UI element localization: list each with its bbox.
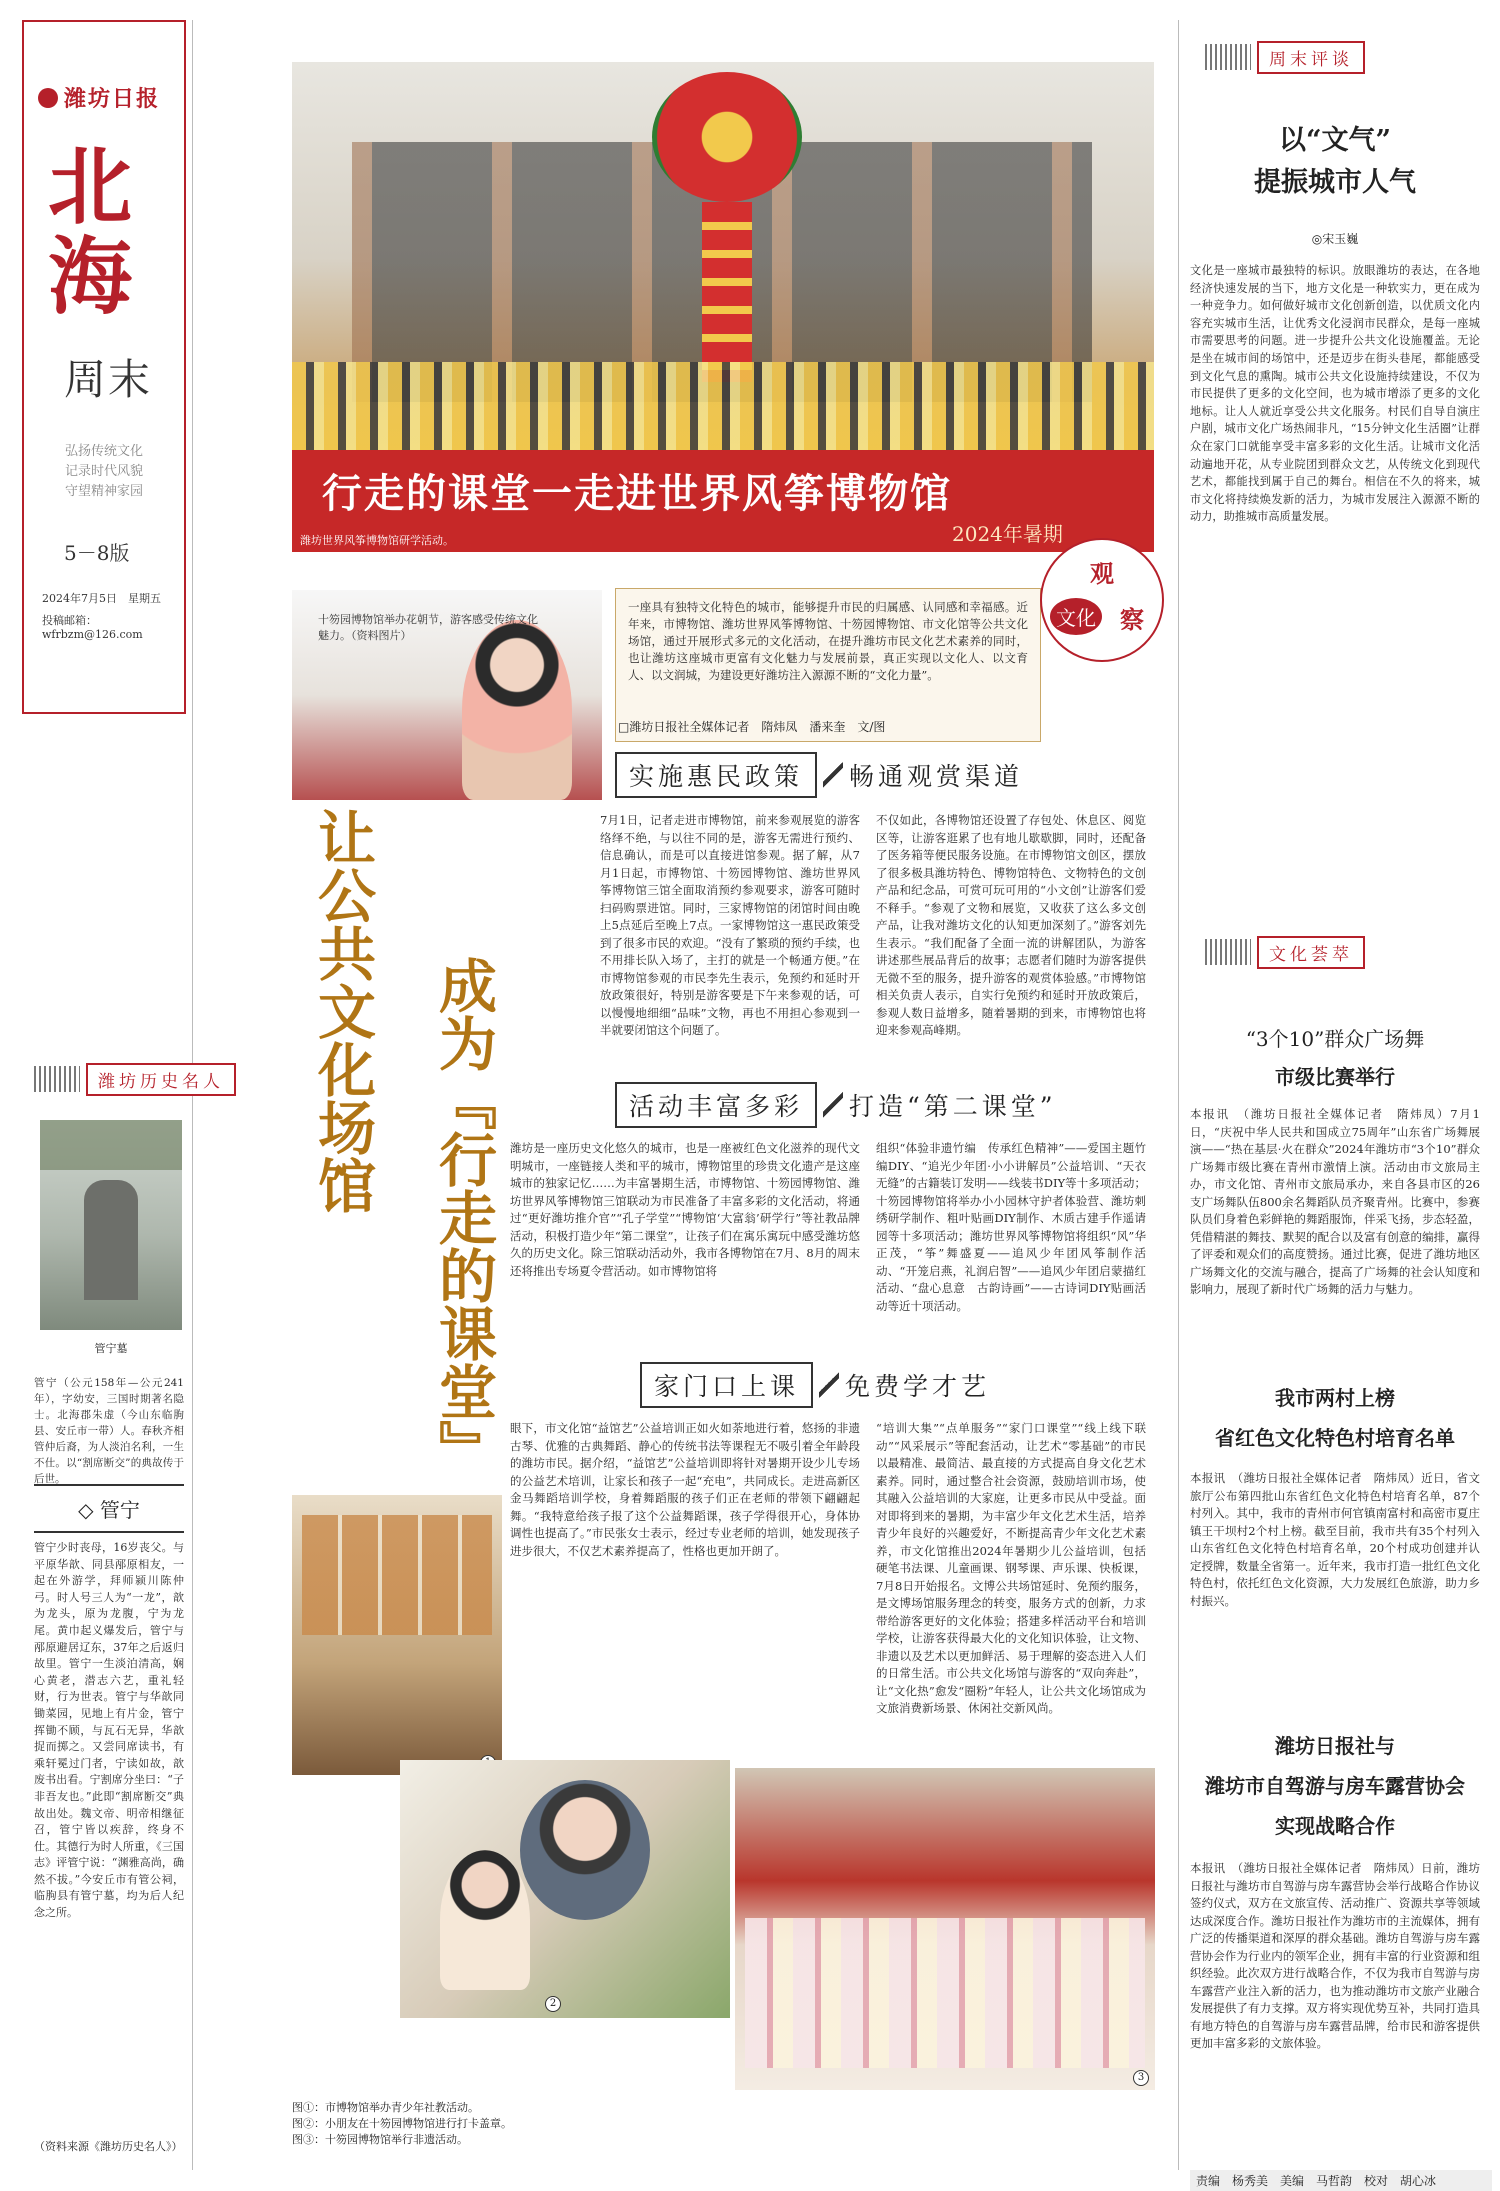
byline: □潍坊日报社全媒体记者 隋炜凤 潘来奎 文/图 [618,720,886,734]
tomb-caption: 管宁墓 [94,1342,128,1355]
slogan: 弘扬传统文化 记录时代风貌 守望精神家园 [64,444,143,499]
history-figure-label: 潍坊历史名人 [34,1062,236,1096]
barcode-ornament [1205,44,1251,70]
paper-logo [38,82,160,113]
section-title-hai: 海 [48,227,133,326]
subheading-2: 活动丰富多彩 打造“第二课堂” [615,1082,1057,1128]
section2-left: 潍坊是一座历史文化悠久的城市，也是一座被红色文化滋养的现代文明城市，一座链接人类和平的城市，博物馆里的珍贵文化遗产是这座城市的独家记忆……为丰富暑期生活，市博物馆、十笏园博物馆、潍坊世界风筝博物馆三馆联动为市民准备了丰富多彩的文化活动，将通过“更好潍坊推介官”“孔子学堂”“博物馆‘大富翁’研学行”等社教品牌活动，积极打造少年“第二课堂”，让孩子们在寓乐寓玩中感受潍坊悠久的历史文化。除三馆联动活动外，我市各博物馆在7月、8月的周末还将推出专场夏令营活动。如市博物馆将 [510,1141,860,1278]
guanning-intro: 管宁（公元158年—公元241年），字幼安，三国时期著名隐士。北海郡朱虚（今山东临朐县、安丘市一带）人。春秋齐相管仲后裔，为人淡泊名利，一生不仕。以“割席断交”的典故传于后世。 [34,1377,184,1485]
news2-body: 本报讯 （潍坊日报社全媒体记者 隋炜凤）近日，省文旅厅公布第四批山东省红色文化特色村培育名单，87个村列入。其中，我市的青州市何官镇南富村和高密市夏庄镇王干坝村2个村上榜。截至目前，我市共有35个村列入山东省红色文化特色村培育名单，20个村成功创建并认定授牌，数量全省第一。近年来，我市打造一批红色文化特色村，依托红色文化资源，大力发展红色旅游，助力乡村振兴。 [1190,1471,1480,1608]
guanning-body: 管宁少时丧母，16岁丧父。与平原华歆、同县邴原相友，一起在外游学，拜师颍川陈仲弓。时人号三人为“一龙”，歆为龙头，原为龙腹，宁为龙尾。黄巾起义爆发后，管宁与邴原避居辽东，37年之后返归故里。管宁一生淡泊清高，娴心黄老，潜志六艺，重礼轻财，行为世表。管宁与华歆同锄菜园，见地上有片金，管宁挥锄不顾，与瓦石无异，华歆捉而掷之。又尝同席读书，有乘轩冕过门者，宁读如故，歆废书出看。宁割席分坐曰：“子非吾友也。”此即“割席断交”典故出处。魏文帝、明帝相继征召，管宁皆以疾辞，终身不仕。其德行为时人所重，《三国志》评管宁说：“渊雅高尚，确然不拔。”今安丘市有管公祠，临朐县有管宁墓，均为后人纪念之所。 [34,1541,184,1920]
section3-left: 眼下，市文化馆“益馆艺”公益培训正如火如荼地进行着，悠扬的非遗古琴、优雅的古典舞蹈、静心的传统书法等课程无不吸引着全年龄段的潍坊市民。据介绍，“益馆艺”公益培训即将针对暑期开设少儿专场的公益艺术培训，让家长和孩子一起“充电”，共同成长。走进高新区金马舞蹈培训学校，身着舞蹈服的孩子们正在老师的带领下翩翩起舞。“我特意给孩子报了这个公益舞蹈课，孩子学得很开心，身体协调性也提高了。”市民张女士表示，经过专业老师的培训，她发现孩子进步很大，不仅艺术素养提高了，性格也更加开朗了。 [510,1421,860,1558]
headline-a: 让公共文化场馆 [308,808,376,1214]
shelf [302,1515,492,1635]
subheading-3: 家门口上课 免费学才艺 [640,1362,990,1408]
section1-right: 不仅如此，各博物馆还设置了存包处、休息区、阅览区等，让游客逛累了也有地儿歇歇脚，同时，还配备了医务箱等便民服务设施。在市博物馆文创区，摆放了很多极具潍坊特色、博物馆特色、文物特色的文创产品和纪念品，可赏可玩可用的“小文创”让游客们爱不释手。“参观了文物和展览，又收获了这么多文创产品，让我对潍坊文化的认知更加深刻了。”游客刘先生表示。“我们配备了全面一流的讲解团队，为游客讲述那些展品背后的故事；志愿者们随时为游客提供无微不至的服务，提升游客的观赏体验感。”市博物馆相关负责人表示，自实行免预约和延时开放政策后，参观人数日益增多，随着暑期的到来，市博物馆也将迎来参观高峰期。 [876,813,1146,1037]
culture-badge: 观 文化 察 [1040,538,1164,662]
date: 2024年7月5日 星期五 [42,592,161,605]
section1-left: 7月1日，记者走进市博物馆，前来参观展览的游客络绎不绝，与以往不同的是，游客无需进行预约、信息确认，而是可以直接进馆参观。据了解，从7月1日起，市博物馆、十笏园博物馆、潍坊世界风筝博物馆三馆全面取消预约参观要求，游客可随时扫码购票进馆。同时，三家博物馆的闭馆时间由晚上5点延后至晚上7点。一家博物馆这一惠民政策受到了很多市民的欢迎。“没有了繁琐的预约手续，也不用排长队入场了，主打的就是一个畅通方便。”在市博物馆参观的市民李先生表示，免预约和延时开放政策很好，特别是游客要是下午来参观的话，可以慢慢地细细“品味”文物，再也不用担心参观到一半就要闭馆这个问题了。 [600,813,860,1037]
kids-group [745,1918,1145,2068]
paper-name: 潍坊日报 [64,86,161,112]
section3-right: “培训大集”“点单服务”“家门口课堂”“线上线下联动”“风采展示”等配套活动，让艺术“零基础”的市民以最精准、最简洁、最直接的方式提高自身文化艺术素养。同时，通过整合社会资源，鼓励培训市场，使其融入公益培训的大家庭，让更多市民从中受益。面对即将到来的暑期，为丰富少年文化艺术生活，培养青少年良好的兴趣爱好，不断提高青少年文化艺术素养，市文化馆推出2024年暑期少儿公益培训，包括硬笔书法课、儿童画课、钢琴课、声乐课、快板课，7月8日开始报名。文博公共场馆延时、免预约服务，是文博场馆服务理念的转变，服务方式的创新，力求带给游客更好的文化体验；搭建多样活动平台和培训学校，让游客获得最大化的文化知识体验，让文物、非遗以及艺术以更加鲜活、易于理解的姿态进入人们的日常生活。市公共文化场馆与游客的“双向奔赴”，让“文化热”愈发“圈粉”年轻人，让公共文化场馆成为文旅消费新场景、休闲社交新风尚。 [876,1421,1146,1715]
photo-3-heritage-activity [735,1768,1155,2090]
stele [84,1180,138,1300]
photo-captions: 图①：市博物馆举办青少年社教活动。 图②：小朋友在十笏园博物馆进行打卡盖章。 图③：十笏园博物馆举行非遗活动。 [292,2101,512,2146]
photo-1-museum-activity [292,1495,502,1775]
page-range: 5－8版 [64,541,130,565]
guanning-title-box: ◇ 管宁 [34,1484,184,1533]
weekend-review-label: 周末评谈 [1205,40,1365,74]
review-body: 文化是一座城市最独特的标识。放眼潍坊的表达，在各地经济快速发展的当下，地方文化是一种软实力，更在成为一种竞争力。如何做好城市文化创新创造，以优质文化内容充实城市生活，让优秀文化浸润市民群众，是每一座城市需要思考的问题。进一步提升公共文化设施覆盖。无论是坐在城市间的场馆中，还是迈步在街头巷尾，都能感受到文化气息的熏陶。城市公共文化设施持续建设，不仅为市民提供了更多的文化空间，也为城市增添了更多的文化地标。让人人就近享受公共文化服务。村民们自导自演庄户剧，城市文化广场热闹非凡，“15分钟文化生活圈”让群众在家门口就能享受丰富多彩的文化生活。让城市文化活动遍地开花，从专业院团到群众文艺，从传统文化到现代艺术，都能找到属于自己的舞台。相信在不久的将来，城市文化将持续焕发新的活力，为城市发展注入源源不断的动力，助推城市高质量发展。 [1190,264,1480,524]
subheading-1: 实施惠民政策 畅通观赏渠道 [615,752,1023,798]
photo-2-stamping [400,1760,730,2018]
hanfu-woman [462,620,572,800]
logo-icon [38,88,58,108]
barcode-ornament [34,1066,80,1092]
right-divider [1178,20,1179,2170]
email: 投稿邮箱：wfrbzm@126.com [42,614,143,641]
masthead [22,20,186,714]
review-title: 以“文气” 提振城市人气 [1254,125,1416,198]
headline-b: 成为『行走的课堂』 [429,956,497,1478]
guanning-source: （资料来源《潍坊历史名人》） [34,2140,183,2153]
child [440,1850,530,1990]
section-title-bei: 北 [48,137,133,236]
credits: 责编 杨秀美 美编 马哲韵 校对 胡心冰 [1190,2170,1492,2191]
photo-number-2: 2 [545,1996,561,2012]
review-author: ◎宋玉巍 [1311,232,1359,246]
culture-roundup-label: 文化荟萃 [1205,935,1365,969]
news1-title: “3个10”群众广场舞 市级比赛举行 [1245,1027,1425,1089]
diamond-icon: ◇ [78,1498,100,1522]
news1-body: 本报讯 （潍坊日报社全媒体记者 隋炜凤）7月1日，“庆祝中华人民共和国成立75周年”山东省广场舞展演——“热在基层·火在群众”2024年潍坊市“3个10”群众广场舞市级比赛在青州市激情上演。活动由市文旅局主办，市文化馆、青州市文旅局承办，来自各县市区的26支广场舞队伍800余名舞蹈队员齐聚青州。比赛中，参赛队员们身着色彩鲜艳的舞蹈服饰，伴采飞扬，步态轻盈，凭借精湛的舞技、默契的配合以及富有创意的编排，赢得了评委和观众们的高度赞扬。通过比赛，促进了潍坊地区广场舞文化的交流与融合，提高了广场舞的社会认知度和影响力，展现了新时代广场舞的活力与魅力。 [1190,1107,1480,1296]
section2-right: 组织“体验非遗竹编 传承红色精神”——爱国主题竹编DIY、“追光少年团·小小讲解员”公益培训、“天衣无缝”的古籍装订发明——线装书DIY等十多项活动；十笏园博物馆将举办小小园林守护者体验营、潍坊刺绣研学制作、粗叶贴画DIY制作、木质古建手作遥请园等十多项活动；潍坊世界风筝博物馆将组织“风”华正茂，“筝”舞盛夏——追风少年团风筝制作活动、“开笼启燕，礼润启智”——追风少年团启蒙描红活动、“盘心息意 古韵诗画”——古诗词DIY贴画活动等近十项活动。 [876,1141,1146,1313]
news3-title: 潍坊日报社与 潍坊市自驾游与房车露营协会 实现战略合作 [1205,1734,1465,1838]
dragon-kite-head [652,72,802,202]
adult [520,1780,650,1920]
slash-ornament [823,1085,843,1125]
hero-banner: 行走的课堂一走进世界风筝博物馆 2024年暑期 [292,450,1154,552]
photo-number-3: 3 [1133,2070,1149,2086]
section-subtitle: 周末 [64,355,153,404]
tree [40,1120,182,1170]
kite-body [702,202,752,382]
slash-ornament [823,755,843,795]
tomb-photo [40,1120,182,1330]
news2-title: 我市两村上榜 省红色文化特色村培育名单 [1215,1386,1455,1450]
news3-body: 本报讯 （潍坊日报社全媒体记者 隋炜凤）日前，潍坊日报社与潍坊市自驾游与房车露营协会举行战略合作协议签约仪式，双方在文旅宣传、活动推广、资源共享等领域达成深度合作。潍坊日报社作为潍坊市的主流媒体，拥有广泛的传播渠道和深厚的群众基础。潍坊自驾游与房车露营协会作为行业内的领军企业，拥有丰富的行业资源和组织经验。此次双方进行战略合作，不仅为我市自驾游与房车露营产业注入新的活力，也为推动潍坊市文旅产业融合发展提供了有力支撑。双方将实现优势互补，共同打造具有地方特色的自驾游与房车露营品牌，给市民和游客提供更加丰富多彩的文旅体验。 [1190,1861,1480,2050]
lead-box: 一座具有独特文化特色的城市，能够提升市民的归属感、认同感和幸福感。近年来，市博物馆、潍坊世界风筝博物馆、十笏园博物馆、市文化馆等公共文化场馆，通过开展形式多元的文化活动，在提升潍坊市民文化艺术素养的同时，也让潍坊这座城市更富有文化魅力与发展前景，真正实现以文化人、以文育人、以文润城，为建设更好潍坊注入源源不断的“文化力量”。 [615,588,1041,742]
barcode-ornament [1205,939,1251,965]
flower-festival-caption: 十笏园博物馆举办花朝节，游客感受传统文化魅力。（资料图片） [318,613,538,642]
hero-caption: 潍坊世界风筝博物馆研学活动。 [300,534,454,547]
slash-ornament [819,1365,839,1405]
hero-photo [292,62,1154,552]
